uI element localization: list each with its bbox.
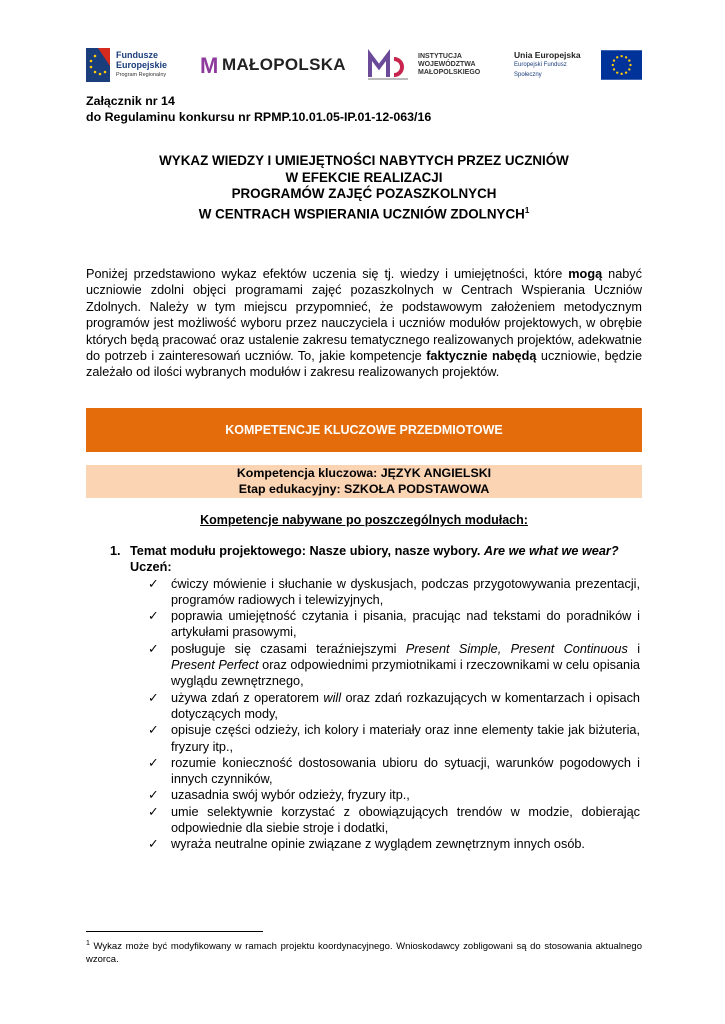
fe-logo-line1: Fundusze	[116, 50, 158, 60]
ue-logo-line2: Europejski Fundusz Społeczny	[514, 62, 567, 78]
list-item: ✓ wyraża neutralne opinie związane z wyglądem zewnętrznym innych osób.	[148, 837, 585, 852]
annex-header	[86, 93, 431, 125]
title-line1: WYKAZ WIEDZY I UMIEJĘTNOŚCI NABYTYCH PRZEZ UCZNIÓW	[159, 153, 569, 168]
malopolska-m-icon	[200, 54, 218, 76]
unia-europejska-logo	[514, 44, 642, 86]
footnote-number: 1	[86, 940, 90, 947]
footnote: $^1$ Wykaz może być modyfikowany w ramach projektu koordynacyjnego. Wnioskodawcy zobligowani są do stosowania aktualnego wzorca.	[86, 940, 642, 966]
fundusze-europejskie-emblem-icon	[86, 46, 112, 84]
title-line4: W CENTRACH WSPIERANIA UCZNIÓW ZDOLNYCH$^1$	[198, 205, 530, 221]
ue-logo-line1: Unia Europejska	[514, 50, 581, 60]
checkmark-icon: ✓	[148, 609, 159, 624]
module-1-student-label: Uczeń:	[130, 560, 172, 575]
checkmark-icon: ✓	[148, 690, 159, 705]
fe-logo-line3: Program Regionalny	[116, 72, 167, 78]
competence-stage: Etap edukacyjny: SZKOŁA PODSTAWOWA	[238, 482, 490, 496]
title-line3: PROGRAMÓW ZAJĘĆ POZASZKOLNYCH	[231, 186, 497, 201]
malopolska-wordmark: MAŁOPOLSKA	[222, 55, 346, 74]
modules-heading: Kompetencje nabywane po poszczególnych modułach:	[200, 513, 528, 527]
intro-paragraph: Poniżej przedstawiono wykaz efektów uczenia się tj. wiedzy i umiejętności, które mogą nabyć uczniowie zdolni objęci programami zajęć pozaszkolnych w Centrach Wspierania Uczniów Zdolnych. Należy w tym miejscu przypomnieć, że podstawowym założeniem metodycznym programów jest możliwość wyboru przez nauczyciela i uczniów modułów projektowych, w obrębie których będą pracować oraz ustalenie zakresu tematycznego realizowanych projektów, adekwatnie do potrzeb i zainteresowań uczniów. To, jakie kompetencje faktycznie nabędą uczniowie, będzie zależało od ilości wybranych modułów i zakresu realizowanych projektów.	[86, 267, 642, 380]
key-competences-banner: KOMPETENCJE KLUCZOWE PRZEDMIOTOWE	[86, 408, 642, 452]
list-item: ✓ używa zdań z operatorem will oraz zdań rozkazujących w komentarzach i opisach dotyczących mody,	[148, 690, 640, 721]
module-1	[110, 543, 640, 853]
title-line2: W EFEKCIE REALIZACJI	[285, 169, 443, 185]
annex-regulation: do Regulaminu konkursu nr RPMP.10.01.05-IP.01-12-063/16	[86, 110, 432, 124]
module-1-title: 1. Temat modułu projektowego: Nasze ubiory, nasze wybory. Are we what we wear?	[110, 544, 619, 558]
imp-emblem-icon	[366, 47, 412, 83]
module-1-outcomes-list	[110, 576, 640, 853]
list-item: ✓ ćwiczy mówienie i słuchanie w dyskusjach, podczas przygotowywania prezentacji, programów radiowych i telewizyjnych,	[148, 576, 640, 607]
document-title	[86, 153, 642, 222]
intro-bold-faktycznie: faktycznie nabędą	[426, 349, 537, 364]
svg-text:M: M	[200, 54, 218, 76]
checkmark-icon: ✓	[148, 576, 159, 591]
annex-number: Załącznik nr 14	[86, 94, 175, 108]
list-item: ✓ posługuje się czasami teraźniejszymi Present Simple, Present Continuous i Present Perfect oraz odpowiednimi przymiotnikami i rzeczownikami w celu opisania wyglądu zewnętrznego,	[148, 641, 641, 689]
footnote-separator	[86, 931, 263, 932]
checkmark-icon: ✓	[148, 788, 159, 803]
list-item: ✓ umie selektywnie korzystać z obowiązujących trendów w modzie, dobierając odpowiednie dla siebie stroje i dodatki,	[148, 804, 640, 836]
malopolska-logo	[200, 44, 346, 86]
checkmark-icon: ✓	[148, 641, 159, 656]
imp-logo-line3: MAŁOPOLSKIEGO	[418, 69, 481, 76]
imp-logo-line2: WOJEWÓDZTWA	[418, 61, 476, 68]
eu-flag-icon	[601, 50, 642, 80]
checkmark-icon: ✓	[148, 723, 159, 738]
instytucja-wojewodztwa-logo	[366, 44, 480, 86]
list-item: ✓ poprawia umiejętność czytania i pisania, pracując nad tekstami do poradników i artykułami prasowymi,	[148, 609, 640, 640]
fe-logo-line2: Europejskie	[116, 60, 168, 70]
checkmark-icon: ✓	[148, 804, 159, 819]
checkmark-icon: ✓	[148, 755, 159, 770]
checkmark-icon: ✓	[148, 837, 159, 852]
list-item: ✓ opisuje części odzieży, ich kolory i materiały oraz inne elementy takie jak biżuteria, fryzury itp.,	[148, 723, 640, 754]
intro-bold-moga: mogą	[568, 267, 603, 281]
title-footnote-ref[interactable]: 1	[524, 205, 530, 215]
list-item: ✓ uzasadnia swój wybór odzieży, fryzury itp.,	[148, 788, 410, 803]
fundusze-europejskie-logo	[86, 44, 167, 86]
list-item: ✓ rozumie konieczność dostosowania ubioru do sytuacji, warunków pogodowych i innych czynników,	[148, 755, 640, 787]
competence-key: Kompetencja kluczowa: JĘZYK ANGIELSKI	[236, 466, 492, 480]
competence-box	[86, 465, 642, 498]
logo-bar	[86, 44, 642, 86]
imp-logo-line1: INSTYTUCJA	[418, 53, 462, 60]
